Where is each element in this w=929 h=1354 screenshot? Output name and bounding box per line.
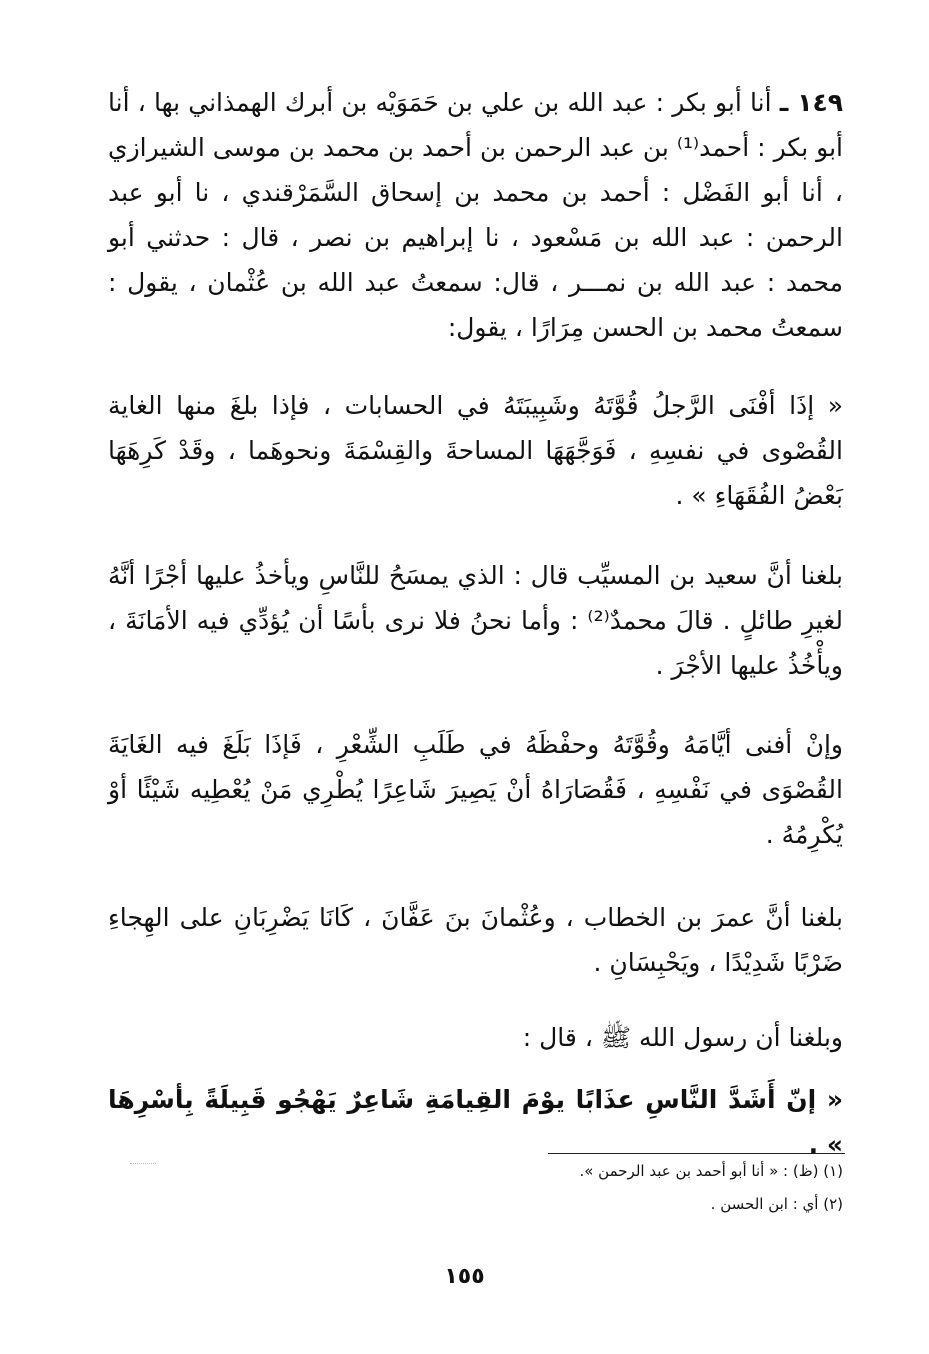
paragraph-2: بلغنا أنَّ سعيد بن المسيِّب قال : الذي يمسَحُ للنَّاسِ ويأخذُ عليها أجْرًا أنَّهُ لغيرِ طائلٍ . قالَ محمدٌ⁽²⁾ : وأما نحنُ فلا نرى بأسًا أن يُؤدِّي فيه الأمَانَةَ ، ويأْخُذُ عليها الأجْرَ .: [108, 561, 843, 680]
footnote-1: (١) (ظ) : « أنا أبو أحمد بن عبد الرحمن ».: [579, 1162, 843, 1180]
hadith-number: ١٤٩ ـ: [779, 88, 843, 117]
paragraph-5: وبلغنا أن رسول الله ﷺ ، قال :: [522, 1023, 843, 1052]
quote-paragraph-6: « إنّ أَشَدَّ النَّاسِ عذَابًا يوْمَ القِيامَةِ شَاعِرٌ يَهْجُو قَبِيلَةً بِأسْرِهَا » .: [108, 1085, 843, 1159]
isnad-paragraph: [108, 80, 843, 350]
paragraph-3: وإنْ أفنى أيَّامَهُ وقُوَّتَهُ وحفْظَهُ في طَلَبِ الشِّعْرِ ، فَإذَا بَلَغَ فيه الغَايَةَ القُصْوَى في نَفْسِهِ ، فَقُصَارَاهُ أنْ يَصِيرَ شَاعِرًا يُطْرِي مَنْ يُعْطِيه شَيْئًا أوْ يُكْرِمُهُ .: [108, 730, 843, 849]
footnote-2: (٢) أي : ابن الحسن .: [710, 1195, 843, 1213]
footnote-divider: [548, 1153, 845, 1154]
paragraph-4: بلغنا أنَّ عمرَ بن الخطاب ، وعُثْمانَ بنَ عَفَّانَ ، كَانَا يَضْرِبَانِ على الهِجاءِ ضَرْبًا شَدِيْدًا ، ويَحْبِسَانِ .: [108, 903, 843, 977]
isnad-text: أنا أبو بكر : عبد الله بن علي بن حَمَوَيْه بن أبرك الهمذاني بها ، أنا أبو بكر : أحمد⁽¹⁾ بن عبد الرحمن بن أحمد بن محمد بن موسى الشيرازي ، أنا أبو الفَضْل : أحمد بن محمد بن إسحاق السَّمَرْقندي ، نا أبو عبد الرحمن : عبد الله بن مَسْعود ، نا إبراهيم بن نصر ، قال : حدثني أبو محمد : عبد الله بن نمـــر ، قال: سمعتُ عبد الله بن عُثْمان ، يقول : سمعتُ محمد بن الحسن مِرَارًا ، يقول:: [108, 88, 843, 342]
quote-paragraph-1: « إذَا أفْنَى الرَّجلُ قُوَّتَهُ وشَبِيبَتَهُ في الحسابات ، فإذا بلغَ منها الغاية القُصْوى في نفسِهِ ، فَوَجَّهَهَا المساحةَ والقِسْمَةَ ونحوهَما ، وقَدْ كَرِهَهَا بَعْضُ الفُقَهَاءِ » .: [108, 391, 843, 510]
page-number: ١٥٥: [444, 1264, 485, 1289]
